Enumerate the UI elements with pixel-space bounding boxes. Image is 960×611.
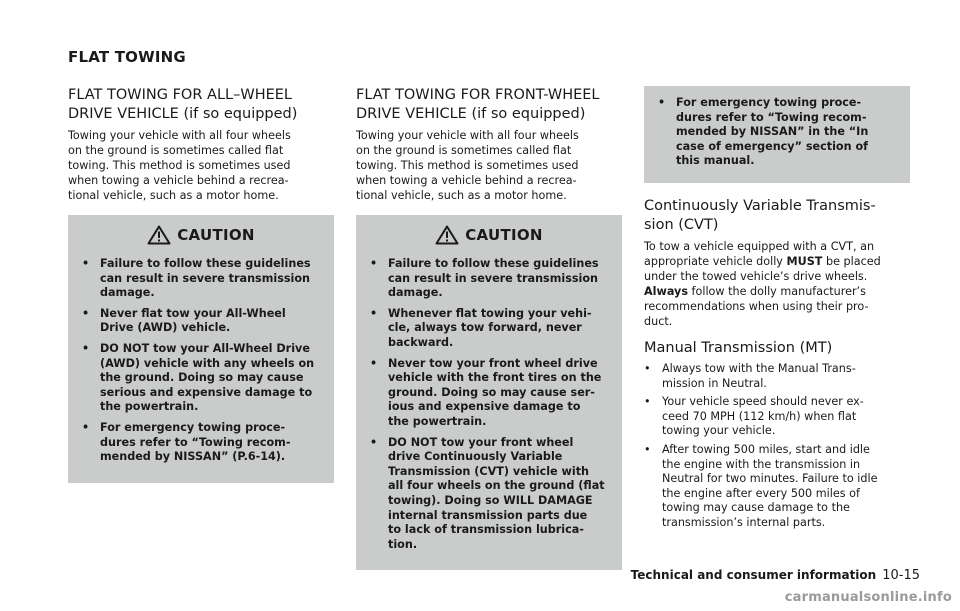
section-title-fwd: FLAT TOWING FOR FRONT-WHEEL DRIVE VEHICLE (if so equipped) bbox=[356, 87, 600, 122]
caution-header bbox=[82, 225, 320, 245]
caution-header bbox=[370, 225, 608, 245]
list-item: • For emergency towing proce- dures refer to “Towing recom- mended by NISSAN” in the “In case of emergency” section of this manual. bbox=[658, 96, 896, 169]
footer-section: Technical and consumer information bbox=[630, 568, 877, 582]
body-fwd: Towing your vehicle with all four wheels on the ground is sometimes called flat towing. This method is sometimes used when towing a vehicle behind a recrea- tional vehicle, such as a motor home. bbox=[356, 129, 579, 202]
column-transmission bbox=[644, 86, 910, 535]
section-title-mt: Manual Transmission (MT) bbox=[644, 339, 833, 356]
caution-list-fwd bbox=[370, 257, 608, 552]
body-cvt-emphasis: MUST bbox=[786, 254, 823, 268]
caution-list-continued bbox=[658, 96, 896, 169]
body-cvt-emphasis: Always bbox=[644, 284, 688, 298]
caution-label: CAUTION bbox=[465, 226, 543, 244]
column-fwd bbox=[356, 86, 622, 570]
list-item: • Never flat tow your All-Wheel Drive (AWD) vehicle. bbox=[82, 307, 320, 336]
warning-icon bbox=[147, 225, 171, 245]
caution-box-continued bbox=[644, 86, 910, 183]
list-item: • Failure to follow these guidelines can result in severe transmission damage. bbox=[82, 257, 320, 301]
column-awd bbox=[68, 86, 334, 483]
list-item: • Never tow your front wheel drive vehicle with the front tires on the ground. Doing so may cause ser- ious and expensive damage to the powertrain. bbox=[370, 357, 608, 430]
caution-box-fwd bbox=[356, 215, 622, 570]
page-number: 10-15 bbox=[882, 568, 920, 583]
body-awd: Towing your vehicle with all four wheels on the ground is sometimes called flat towing. This method is sometimes used when towing a vehicle behind a recrea- tional vehicle, such as a motor home. bbox=[68, 129, 291, 202]
page-heading: FLAT TOWING bbox=[68, 48, 186, 66]
section-title-awd: FLAT TOWING FOR ALL–WHEEL DRIVE VEHICLE (if so equipped) bbox=[68, 87, 298, 122]
section-title-cvt: Continuously Variable Transmis- sion (CVT) bbox=[644, 197, 876, 233]
body-cvt bbox=[644, 239, 910, 329]
mt-list bbox=[644, 362, 910, 531]
list-item: • Whenever flat towing your vehi- cle, always tow forward, never backward. bbox=[370, 307, 608, 351]
list-item: • DO NOT tow your All-Wheel Drive (AWD) vehicle with any wheels on the ground. Doing so may cause serious and expensive damage to the powertrain. bbox=[82, 342, 320, 415]
list-item: • Always tow with the Manual Trans- mission in Neutral. bbox=[644, 362, 910, 391]
page-footer bbox=[631, 568, 920, 583]
list-item: • Failure to follow these guidelines can result in severe transmission damage. bbox=[370, 257, 608, 301]
caution-label: CAUTION bbox=[177, 226, 255, 244]
watermark: carmanualsonline.info bbox=[784, 590, 952, 605]
caution-box-awd bbox=[68, 215, 334, 483]
list-item: • Your vehicle speed should never ex- ceed 70 MPH (112 km/h) when flat towing your vehicle. bbox=[644, 395, 910, 439]
body-cvt-text: follow the dolly manufacturer’s recommendations when using their pro- duct. bbox=[644, 284, 869, 328]
body-cvt-text: be placed under the towed vehicle’s drive wheels. bbox=[644, 254, 881, 283]
list-item: • After towing 500 miles, start and idle the engine with the transmission in Neutral for two minutes. Failure to idle the engine after every 500 miles of towing may cause damage to the transmission’s internal parts. bbox=[644, 443, 910, 531]
caution-list-awd bbox=[82, 257, 320, 465]
list-item: • For emergency towing proce- dures refer to “Towing recom- mended by NISSAN” (P.6-14). bbox=[82, 421, 320, 465]
body-cvt-text: To tow a vehicle equipped with a CVT, an appropriate vehicle dolly bbox=[644, 239, 875, 268]
warning-icon bbox=[435, 225, 459, 245]
list-item: • DO NOT tow your front wheel drive Continuously Variable Transmission (CVT) vehicle with all four wheels on the ground (flat towing). Doing so WILL DAMAGE internal transmission parts due to lack of transmission lubrica- tion. bbox=[370, 436, 608, 553]
